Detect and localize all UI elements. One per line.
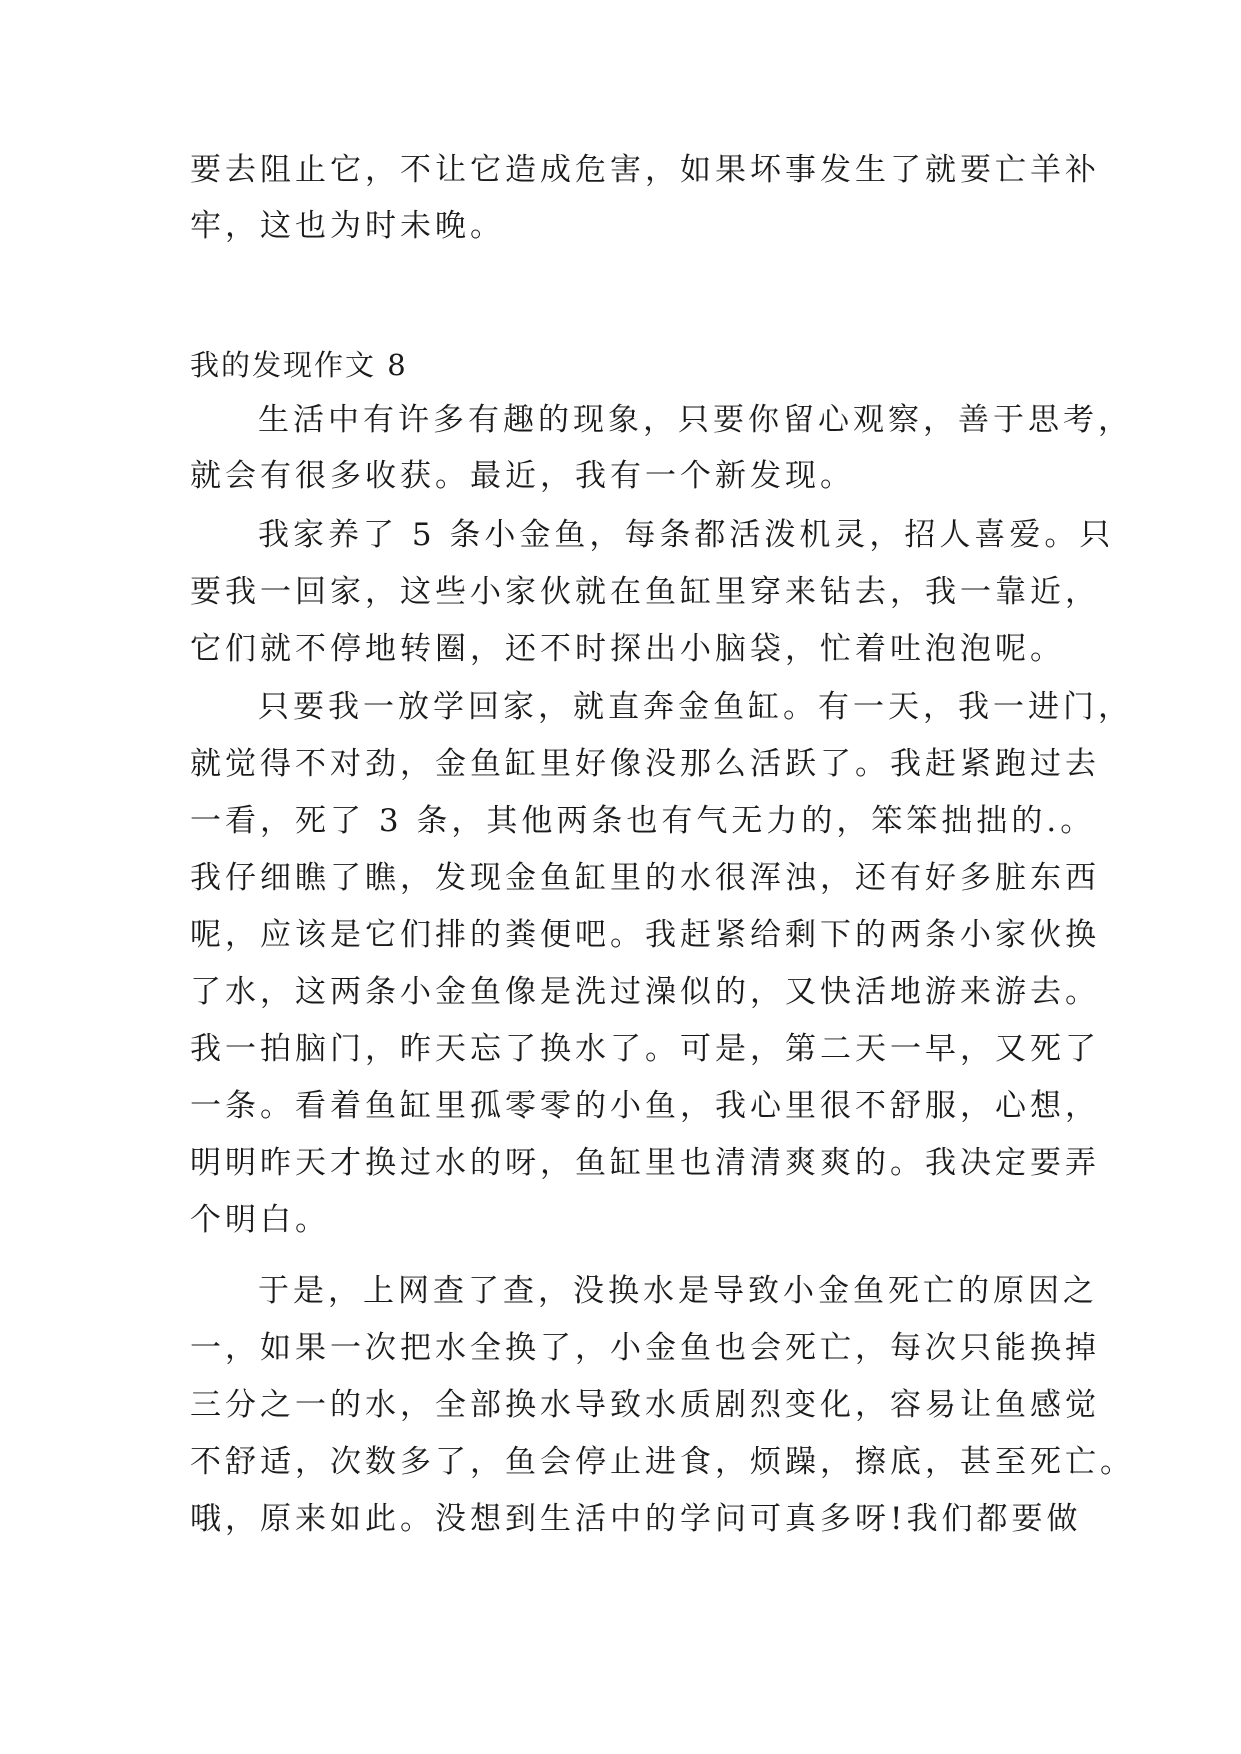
text-line: 呢，应该是它们排的粪便吧。我赶紧给剩下的两条小家伙换	[190, 917, 1100, 953]
text-line: 要我一回家，这些小家伙就在鱼缸里穿来钻去，我一靠近，	[190, 574, 1100, 610]
text-line: 不舒适，次数多了，鱼会停止进食，烦躁，擦底，甚至死亡。	[190, 1444, 1135, 1480]
paragraph-start-line: 生活中有许多有趣的现象，只要你留心观察，善于思考，	[258, 402, 1133, 438]
text-line: 就会有很多收获。最近，我有一个新发现。	[190, 458, 855, 494]
text-line: 个明白。	[190, 1202, 330, 1238]
paragraph-start-line: 我家养了 5 条小金鱼，每条都活泼机灵，招人喜爱。只	[258, 517, 1115, 553]
text-line: 一条。看着鱼缸里孤零零的小鱼，我心里很不舒服，心想，	[190, 1088, 1100, 1124]
text-line: 我仔细瞧了瞧，发现金鱼缸里的水很浑浊，还有好多脏东西	[190, 860, 1100, 896]
text-line: 一看，死了 3 条，其他两条也有气无力的，笨笨拙拙的.。	[190, 803, 1096, 839]
text-line: 它们就不停地转圈，还不时探出小脑袋，忙着吐泡泡呢。	[190, 631, 1065, 667]
text-line: 三分之一的水，全部换水导致水质剧烈变化，容易让鱼感觉	[190, 1387, 1100, 1423]
essay-title: 我的发现作文 8	[190, 348, 408, 382]
text-line: 要去阻止它，不让它造成危害，如果坏事发生了就要亡羊补	[190, 152, 1100, 188]
text-line: 就觉得不对劲，金鱼缸里好像没那么活跃了。我赶紧跑过去	[190, 746, 1100, 782]
text-line: 明明昨天才换过水的呀，鱼缸里也清清爽爽的。我决定要弄	[190, 1145, 1100, 1181]
paragraph-start-line: 于是，上网查了查，没换水是导致小金鱼死亡的原因之	[258, 1273, 1098, 1309]
paragraph-start-line: 只要我一放学回家，就直奔金鱼缸。有一天，我一进门，	[258, 689, 1133, 725]
text-line: 牢，这也为时未晚。	[190, 208, 505, 244]
text-line: 一，如果一次把水全换了，小金鱼也会死亡，每次只能换掉	[190, 1330, 1100, 1366]
text-line: 哦，原来如此。没想到生活中的学问可真多呀!我们都要做	[190, 1501, 1082, 1537]
text-line: 了水，这两条小金鱼像是洗过澡似的，又快活地游来游去。	[190, 974, 1100, 1010]
text-line: 我一拍脑门，昨天忘了换水了。可是，第二天一早，又死了	[190, 1031, 1100, 1067]
